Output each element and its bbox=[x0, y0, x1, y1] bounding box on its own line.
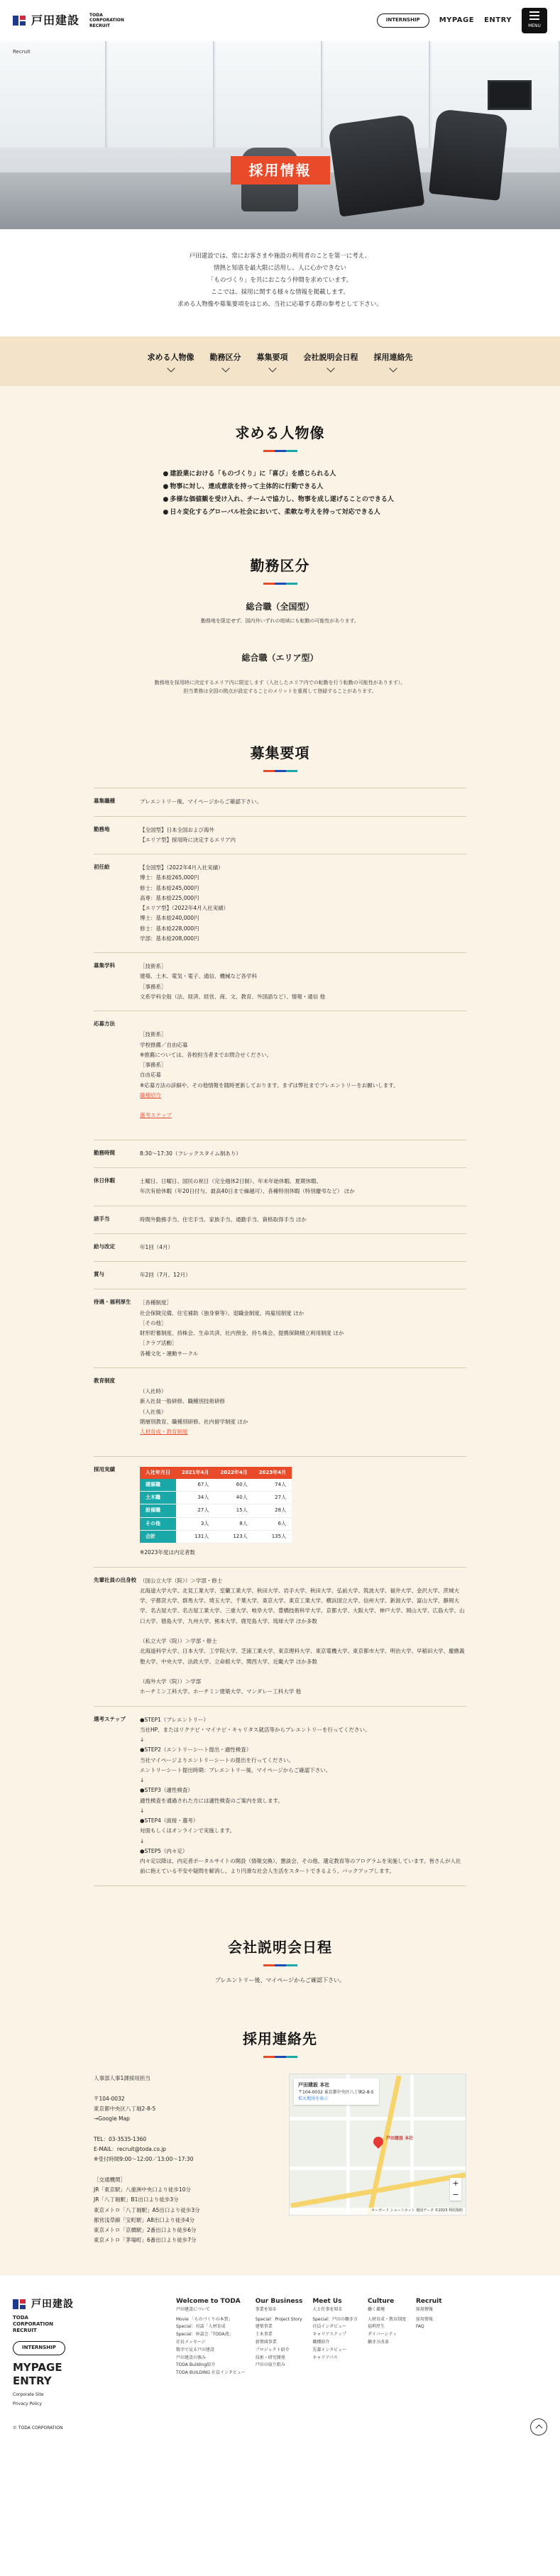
contact-title: 採用連絡先 bbox=[243, 2030, 317, 2048]
table-row: 初任給 【全国型】（2022年4月入社実績） 博士：基本給265,000円 修士：基本給245,000円 高専：基本給225,000円 【エリア型】（2022年4月入社実績） 博士：基本給240,000円 修士：基本給228,000円 学部：基本給208,000円 bbox=[94, 854, 466, 953]
people-list bbox=[163, 468, 397, 519]
page-top-button[interactable] bbox=[530, 2418, 547, 2435]
seminar-section bbox=[0, 1936, 560, 1986]
anchor-requirements[interactable]: 募集要項 bbox=[257, 351, 288, 371]
footer-col-culture: Culture 働く環境 人材育成・教育制度 福利厚生 ダイバーシティ 働き方改革 bbox=[367, 2297, 406, 2345]
footer-logo[interactable]: 戸田建設 bbox=[13, 2296, 162, 2312]
table-row: 応募方法 ［技術系］ 学校推薦／自由応募 ※推薦については、各校担当者までお問合せください。 ［事務系］ 自由応募 ※応募方法の詳細や、その他情報を随時更新しております。まずは弊社までプレエントリーをお願いします。 職種紹介 選考ステップ bbox=[94, 1011, 466, 1140]
table-row: 賞与 年2回（7月、12月） bbox=[94, 1262, 466, 1289]
contact-section bbox=[94, 2074, 466, 2245]
footer-nav bbox=[176, 2296, 547, 2408]
list-item: ● 多様な価値観を受け入れ、チームで協力し、物事を成し遂げることのできる人 bbox=[163, 493, 397, 506]
site-header bbox=[0, 0, 560, 41]
title-accent bbox=[0, 2056, 560, 2058]
table-row: 採用実績 入社年月日 2021年4月 2022年4月 2023年4月 建築職 67人 60人 74人 土木職 34人 40人 27人 設備職 27人 15人 28人 その他 3人 8人 6人 合計 131人 123人 135人 ※2023年度は内定者数 bbox=[94, 1457, 466, 1568]
chair-image bbox=[328, 114, 425, 216]
page-title: 採用情報 bbox=[231, 156, 330, 185]
breadcrumb[interactable]: Recruit bbox=[13, 49, 31, 55]
footer-mypage-link[interactable]: MYPAGE bbox=[13, 2360, 62, 2374]
requirements-title: 募集要項 bbox=[250, 744, 310, 762]
table-row: 土木職 34人 40人 27人 bbox=[140, 1492, 292, 1504]
footer-entry-link[interactable]: ENTRY bbox=[13, 2374, 52, 2388]
toda-logo-icon bbox=[13, 2297, 27, 2311]
chevron-down-icon bbox=[268, 364, 276, 372]
zoom-out-icon: − bbox=[452, 2190, 459, 2200]
table-row: 設備職 27人 15人 28人 bbox=[140, 1504, 292, 1517]
mypage-link[interactable]: MYPAGE bbox=[439, 16, 475, 24]
selection-steps-link[interactable]: 選考ステップ bbox=[140, 1112, 172, 1119]
hamburger-icon bbox=[529, 11, 539, 13]
chevron-down-icon bbox=[389, 364, 397, 372]
anchor-nav bbox=[0, 336, 560, 386]
table-row: 勤務時間 8:30～17:30（フレックスタイム制あり） bbox=[94, 1140, 466, 1168]
table-row: 建築職 67人 60人 74人 bbox=[140, 1479, 292, 1492]
entry-link[interactable]: ENTRY bbox=[484, 16, 512, 24]
table-row: その他 3人 8人 6人 bbox=[140, 1517, 292, 1530]
footer-subtitle: TODA CORPORATION RECRUIT bbox=[13, 2315, 54, 2334]
table-row: 先輩社員の出身校 （国公立大学（院））＞学部・修士 北海道大学大学、北見工業大学、室蘭工業大学、秋田大学、岩手大学、秋田大学、弘前大学、筑波大学、福井大学、金沢大学、茨城大学、宇都宮大学、群馬大学、埼玉大学、千葉大学、東京大学、東京工業大学、横浜国立大学、信州大学、新潟大学、富山大学、静岡大学、名古屋大学、名古屋工業大学、三重大学、岐阜大学、豊橋技術科学大学、京都大学、大阪大学、神戸大学、岡山大学、広島大学、山口大学、徳島大学、九州大学、熊本大学、鹿児島大学、琉球大学 ほか多数 （私立大学（院））＞学部・修士 北海道科学大学、日本大学、工学院大学、芝浦工業大学、東京理科大学、東京電機大学、東京都市大学、明治大学、早稲田大学、慶應義塾大学、中央大学、法政大学、立命館大学、関西大学、近畿大学 ほか多数 （海外大学（院））＞学部 ホーチミン工科大学、ホーチミン建築大学、マンダレー工科大学 他 bbox=[94, 1568, 466, 1707]
footer-col-meet: Meet Us 人と仕事を知る Special：戸田の働き方 社員インタビュー キャリアステップ 職種紹介 先輩インタビュー キャリアパス bbox=[312, 2297, 358, 2360]
monitor-image bbox=[488, 80, 532, 110]
anchor-people[interactable]: 求める人物像 bbox=[148, 351, 194, 371]
header-nav bbox=[377, 8, 547, 33]
footer-col-business: Our Business 事業を知る Special：Project Story 建築事業 土木事業 新領域事業 プロジェクト紹介 技術・研究開発 戸田の取り組み bbox=[255, 2297, 303, 2368]
map-info-card: 戸田建設 本社 〒104-0032 東京都中央区八丁堀2-8-5 拡大地図を表示 bbox=[294, 2079, 379, 2105]
title-accent bbox=[0, 583, 560, 585]
chevron-up-icon bbox=[535, 2425, 542, 2432]
seminar-title: 会社説明会日程 bbox=[228, 1938, 332, 1956]
table-row: 勤務地 【全国型】日本全国および海外 【エリア型】採用時に決定するエリア内 bbox=[94, 817, 466, 855]
table-row: 教育制度 （入社時） 新入社員一般研修、職種別技術研修 （入社後） 階層別教育、職種別研修、社内留学制度 ほか 人材育成・教育制度 bbox=[94, 1368, 466, 1457]
requirements-table bbox=[94, 788, 466, 1886]
title-accent bbox=[0, 450, 560, 452]
privacy-policy-link[interactable]: Privacy Policy bbox=[13, 2401, 42, 2407]
work-title: 勤務区分 bbox=[250, 557, 310, 574]
table-row: 待遇・福利厚生 ［各種制度］ 社会保険完備、住宅補助（独身寮等）、退職金制度、再雇用制度 ほか ［その他］ 財形貯蓄制度、持株会、生命共済、社内預金、持ち株会、提携保険積立利用制度 ほか ［クラブ活動］ 各種文化・運動サークル bbox=[94, 1289, 466, 1368]
internship-button[interactable]: INTERNSHIP bbox=[377, 13, 429, 27]
menu-label: MENU bbox=[528, 23, 541, 29]
footer-col-welcome: Welcome to TODA 戸田建設について Movie 「ものづくりの本質」 Special：対談「人材育成 Special：座談会「TODA流」 社長メッセージ 数字で見る戸田建設 戸田建設の強み TODA Building紹介 TODA BUILDING 社員インタビュー bbox=[176, 2297, 246, 2376]
hiring-table: 入社年月日 2021年4月 2022年4月 2023年4月 建築職 67人 60人 74人 土木職 34人 40人 27人 設備職 27人 15人 28人 その他 3人 8人 6人 合計 131人 123人 135人 bbox=[140, 1467, 292, 1544]
map-pin-label: 戸田建設 本社 bbox=[386, 2136, 414, 2142]
zoom-in-icon: + bbox=[452, 2179, 459, 2189]
map-footer: キーボード ショートカット 地図データ ©2023 利用規約 bbox=[290, 2208, 466, 2215]
list-item: ● 物事に対し、達成意欲を持って主体的に行動できる人 bbox=[163, 480, 397, 493]
footer-col-recruit: Recruit 採用情報 採用情報 FAQ bbox=[415, 2297, 442, 2330]
contact-text: 人事部人事1課採用担当 〒104-0032 東京都中央区八丁堀2-8-5 →Google Map TEL：03-3535-1360 E-MAIL：recruit@toda.co.jp ※受付時間9:00～12:00／13:00～17:30 ［交通機関］ JR「東京駅」八重洲中央口より徒歩10分 JR「八丁堀駅」B1出口より徒歩3分 東京メトロ「八丁堀駅」A5出口より徒歩3分 都営浅草線「宝町駅」A8出口より徒歩4分 東京メトロ「京橋駅」2番出口より徒歩6分 東京メトロ「茅場町」6番出口より徒歩7分 bbox=[94, 2075, 200, 2244]
chevron-down-icon bbox=[326, 364, 334, 372]
header-logo[interactable] bbox=[13, 11, 124, 30]
table-row: 休日休暇 土曜日、日曜日、国民の祝日（完全週休2日制）、年末年始休暇、夏期休暇、 年次有給休暇（年20日付与、最高40日まで繰越可）、各種特別休暇（特別慶弔など） ほか bbox=[94, 1168, 466, 1206]
job-intro-link[interactable]: 職種紹介 bbox=[140, 1091, 161, 1099]
google-map[interactable] bbox=[289, 2074, 466, 2216]
footer-internship-button[interactable]: INTERNSHIP bbox=[13, 2341, 65, 2355]
chevron-down-icon bbox=[167, 364, 175, 372]
title-accent bbox=[0, 1964, 560, 1966]
anchor-seminar[interactable]: 会社説明会日程 bbox=[304, 351, 358, 371]
map-enlarge-link[interactable]: 拡大地図を表示 bbox=[298, 2096, 329, 2101]
copyright: © TODA CORPORATION bbox=[13, 2425, 63, 2431]
table-row: 諸手当 時間外勤務手当、住宅手当、家族手当、通勤手当、資格取得手当 ほか bbox=[94, 1206, 466, 1234]
corporate-site-link[interactable]: Corporate Site bbox=[13, 2391, 44, 2397]
intro-text: 戸田建設では、常にお客さまや施設の利用者のことを第一に考え、 情熱と知恵を最大限に活用し、人に心かできない 「ものづくり」を共におこなう仲間を求めています。 ここでは、採用に関する様々な情報を掲載します。 求める人物像や募集要項をはじめ、当社に応募する際の参考として下さい。 bbox=[0, 229, 560, 336]
education-link[interactable]: 人材育成・教育制度 bbox=[140, 1429, 188, 1436]
hiring-note: ※2023年度は内定者数 bbox=[140, 1549, 195, 1556]
list-item: ● 日々変化するグローバル社会において、柔軟な考えを持って対応できる人 bbox=[163, 506, 397, 519]
hero bbox=[0, 41, 560, 229]
table-row: 合計 131人 123人 135人 bbox=[140, 1531, 292, 1543]
table-row: 募集学科 ［技術系］ 建築、土木、電気・電子、通信、機械など各学科 ［事務系］ 文系学科全般（法、経済、経営、商、文、教育、外国語など）、情報・通信 他 bbox=[94, 953, 466, 1011]
toda-logo-icon bbox=[13, 13, 27, 28]
site-footer bbox=[0, 2274, 560, 2446]
main-content bbox=[0, 386, 560, 2274]
anchor-work[interactable]: 勤務区分 bbox=[210, 351, 241, 371]
anchor-contact[interactable]: 採用連絡先 bbox=[374, 351, 413, 371]
table-row: 募集職種 プレエントリー後、マイページからご確認下さい。 bbox=[94, 788, 466, 816]
work-block-national: 総合職（全国型） 勤務地を限定せず、国内外いずれの地域にも転勤の可能性があります。 bbox=[201, 602, 359, 624]
menu-button[interactable] bbox=[522, 8, 547, 33]
logo-subtitle: TODA CORPORATION RECRUIT bbox=[89, 13, 124, 28]
work-block-area: 総合職（エリア型） 勤務地を採用時に決定するエリア内に限定します（入社したエリア内での転勤を行う転勤の可能性があります）。 担当業務は全国の拠点が設定することのメリットを重視して登録することがあります。 bbox=[154, 653, 406, 695]
table-row: 選考ステップ ●STEP1（プレエントリー） 当社HP、またはリクナビ・マイナビ・キャリタス就活等からプレエントリーを行ってください。 ↓ ●STEP2（エントリーシート提出・適性検査） 当社マイページよりエントリーシートの提出を行ってください。 エントリーシート提出時期：プレエントリー後、マイページからご確認下さい。 ↓ ●STEP3（適性検査） 適性検査を通過された方には適性検査のご案内を致します。 ↓ ●STEP4（面接・選考） 対面もしくはオンラインで実施します。 ↓ ●STEP5（内々定） 内々定以降は、内定者ポータルサイトの開設（情報交換）、懇談会、その他、選定教育等のプログラムを実施しています。皆さんが入社前に抱えている不安や疑問を解消し、より円滑な社会人生活をスタートできるよう、バックアップします。 bbox=[94, 1707, 466, 1886]
footer-brand bbox=[13, 2296, 162, 2408]
table-row: 給与改定 年1回（4月） bbox=[94, 1234, 466, 1262]
seminar-text: プレエントリー後、マイページからご確認下さい。 bbox=[214, 1976, 346, 1983]
title-accent bbox=[0, 770, 560, 772]
people-title: 求める人物像 bbox=[235, 424, 325, 441]
logo-text: 戸田建設 bbox=[31, 13, 80, 28]
map-zoom-control[interactable] bbox=[450, 2178, 461, 2201]
chevron-down-icon bbox=[221, 364, 229, 372]
list-item: ● 建設業における「ものづくり」に「喜び」を感じられる人 bbox=[163, 468, 397, 480]
